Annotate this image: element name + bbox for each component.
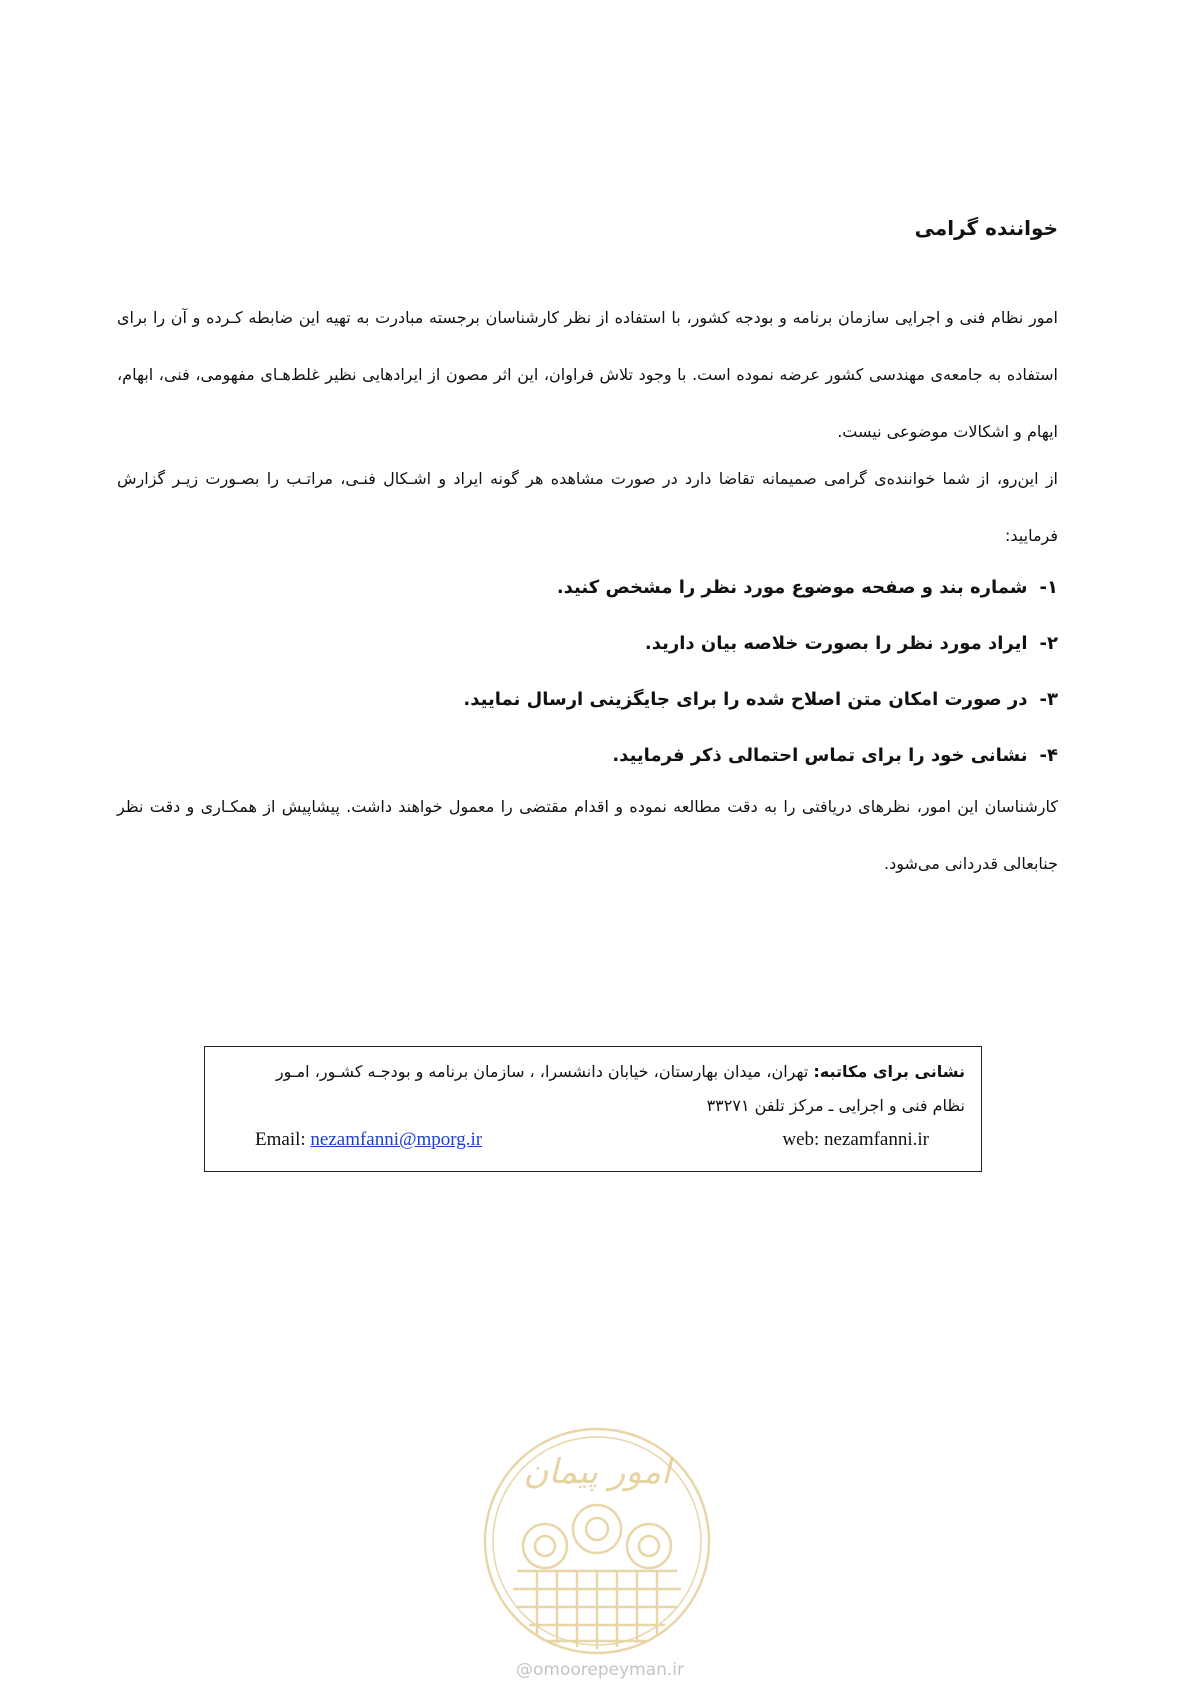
request-paragraph: از این‌رو، از شما خواننده‌ی گرامی صمیمانه تقاضا دارد در صورت مشاهده هر گونه ایراد و اشـکال فنـی، مراتـب را بصـورت زیـر گزارش فرمایید: — [117, 469, 1058, 545]
email-label: Email: — [255, 1129, 306, 1150]
list-item-number: ۲- — [1039, 633, 1058, 654]
list-item-text: ایراد مورد نظر را بصورت خلاصه بیان دارید. — [644, 633, 1028, 654]
list-item-text: نشانی خود را برای تماس احتمالی ذکر فرمایید. — [612, 745, 1028, 766]
intro-paragraph: امور نظام فنی و اجرایی سازمان برنامه و بودجه کشور، با استفاده از نظر کارشناسان برجسته مبادرت به تهیه این ضابطه کـرده و آن را برای استفاده به جامعه‌ی مهندسی کشور عرضه نموده است. با وجود تلاش فراوان، این اثر مصون از ایرادهایی نظیر غلط‌هـای مفهومی، فنی، ابهام، ایهام و اشکالات موضوعی نیست. — [117, 308, 1058, 441]
seal-logo — [477, 1421, 717, 1661]
list-item — [358, 616, 1058, 672]
email-line — [255, 1129, 482, 1151]
contact-box — [204, 1046, 982, 1172]
address-label: نشانی برای مکاتبه: — [813, 1062, 965, 1081]
email-link[interactable]: nezamfanni@mporg.ir — [310, 1129, 483, 1150]
closing-paragraph: کارشناسان این امور، نظرهای دریافتی را به دقت مطالعه نموده و اقدام مقتضی را معمول خواهند داشت. پیشاپیش از همکـاری و دقت نظر جنابعالی قدردانی می‌شود. — [117, 797, 1058, 873]
address-text: تهران، میدان بهارستان، خیابان دانشسرا، ، سازمان برنامه و بودجـه کشـور، امـور — [275, 1062, 809, 1081]
web-address: web: nezamfanni.ir — [782, 1129, 929, 1150]
address-line-1 — [221, 1055, 965, 1089]
list-item-number: ۴- — [1039, 745, 1058, 766]
instructions-list — [358, 560, 1058, 784]
list-item-text: شماره بند و صفحه موضوع مورد نظر را مشخص کنید. — [556, 577, 1028, 598]
list-item — [358, 672, 1058, 728]
list-item-text: در صورت امکان متن اصلاح شده را برای جایگزینی ارسال نمایید. — [463, 689, 1028, 710]
list-item — [358, 560, 1058, 616]
page-heading: خواننده گرامی — [914, 216, 1058, 240]
list-item-number: ۱- — [1039, 577, 1058, 598]
list-item-number: ۳- — [1039, 689, 1058, 710]
address-line-2: نظام فنی و اجرایی ـ مرکز تلفن ۳۳۲۷۱ — [706, 1096, 965, 1115]
seal-text: امور پیمان — [523, 1452, 671, 1492]
watermark: @omoorepeyman.ir — [515, 1660, 685, 1680]
list-item — [358, 728, 1058, 784]
